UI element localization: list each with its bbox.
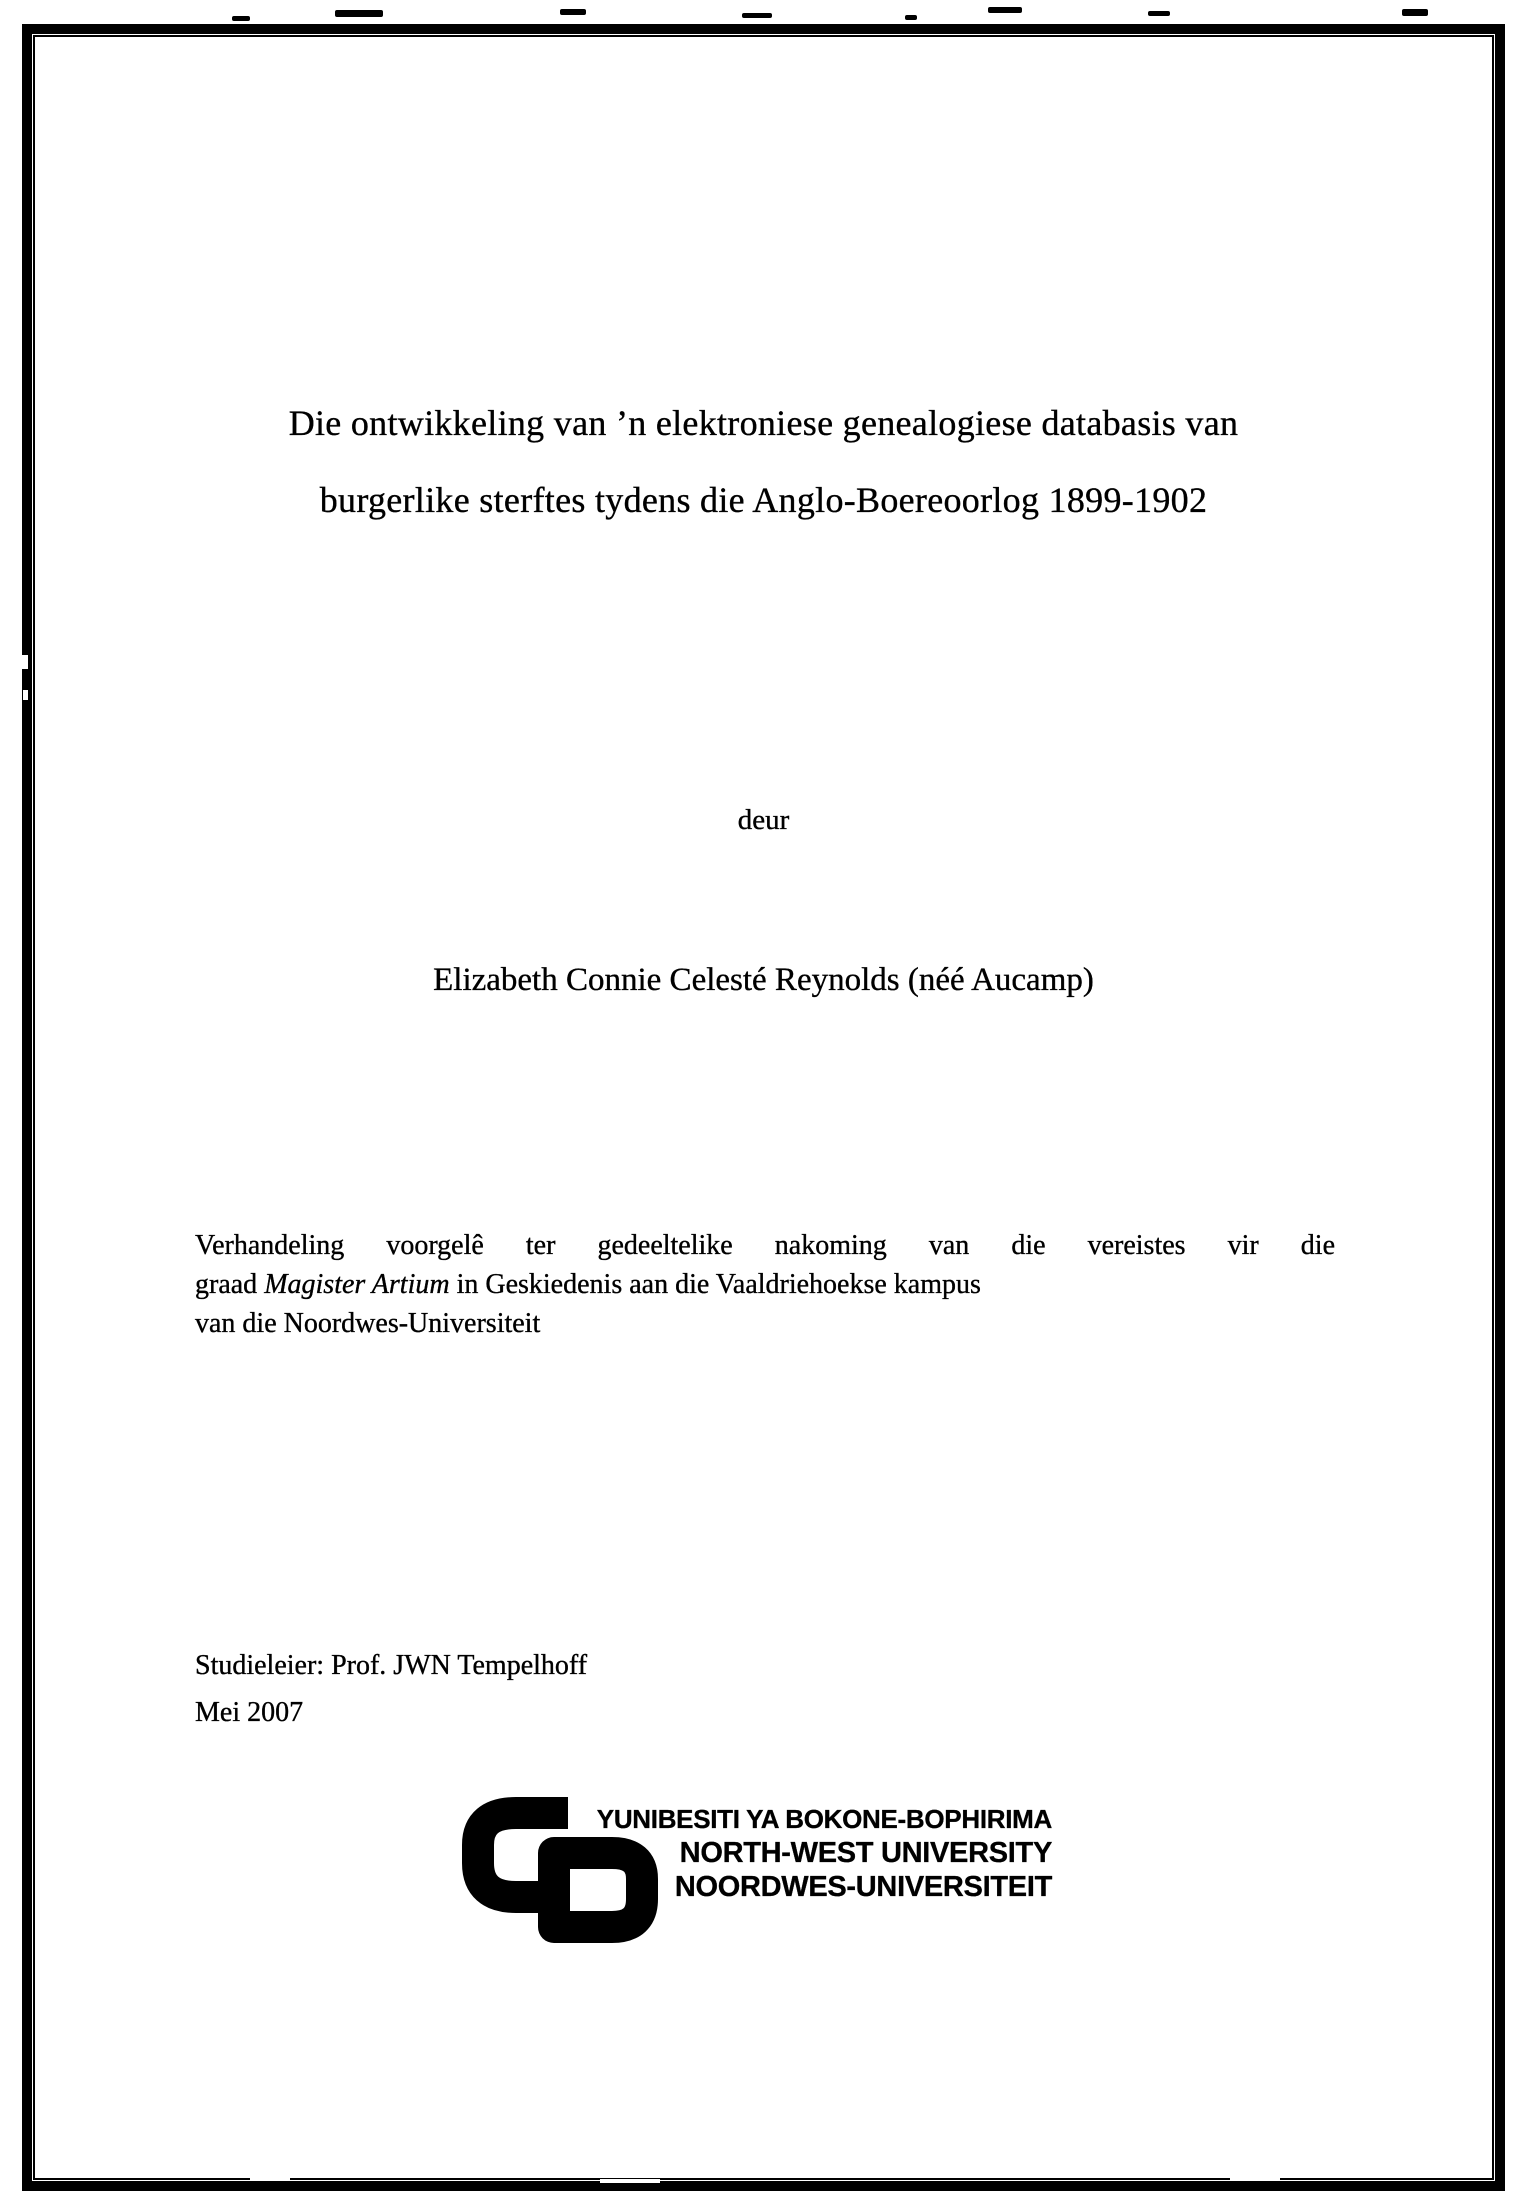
university-logo-text xyxy=(460,1803,1052,1904)
scan-notch xyxy=(1230,2177,1280,2181)
degree-statement-line-1: Verhandeling voorgelê ter gedeeltelike nakoming van die vereistes vir die xyxy=(195,1230,1335,1261)
scan-notch xyxy=(23,690,28,700)
university-logo xyxy=(460,1795,1060,1955)
scan-artifact xyxy=(905,15,917,20)
degree-statement-line-2-prefix: graad xyxy=(195,1269,265,1300)
thesis-title-line-1: Die ontwikkeling van ’n elektroniese genealogiese databasis van xyxy=(288,403,1239,443)
scan-artifact xyxy=(1402,9,1428,16)
scan-artifact xyxy=(232,16,250,21)
scan-notch xyxy=(22,655,28,669)
scan-artifact xyxy=(335,10,383,17)
scan-artifact xyxy=(1148,11,1170,16)
thesis-title-line-2: burgerlike sterftes tydens die Anglo-Boereoorlog 1899-1902 xyxy=(319,480,1208,520)
scan-artifact xyxy=(988,7,1022,13)
degree-statement-line-2 xyxy=(195,1265,1335,1304)
supervisor-line: Studieleier: Prof. JWN Tempelhoff xyxy=(195,1650,588,1681)
byline: deur xyxy=(737,804,790,836)
scan-artifact xyxy=(560,9,586,15)
degree-name: Magister Artium xyxy=(264,1269,450,1300)
university-name-setswana: YUNIBESITI YA BOKONE-BOPHIRIMA xyxy=(596,1804,1052,1834)
degree-statement-line-2-suffix: in Geskiedenis aan die Vaaldriehoekse kampus xyxy=(449,1269,981,1300)
scan-notch xyxy=(600,2179,660,2183)
degree-statement xyxy=(195,1226,1335,1343)
scan-notch xyxy=(250,2177,290,2181)
date-line: Mei 2007 xyxy=(195,1697,304,1728)
university-name-afrikaans: NOORDWES-UNIVERSITEIT xyxy=(674,1871,1052,1903)
author-name: Elizabeth Connie Celesté Reynolds (néé Aucamp) xyxy=(433,962,1094,998)
university-name-english: NORTH-WEST UNIVERSITY xyxy=(679,1837,1052,1869)
thesis-title xyxy=(0,385,1527,539)
degree-statement-line-3: van die Noordwes-Universiteit xyxy=(195,1308,541,1339)
scan-artifact xyxy=(742,13,772,18)
supervisor-block xyxy=(195,1642,1095,1736)
